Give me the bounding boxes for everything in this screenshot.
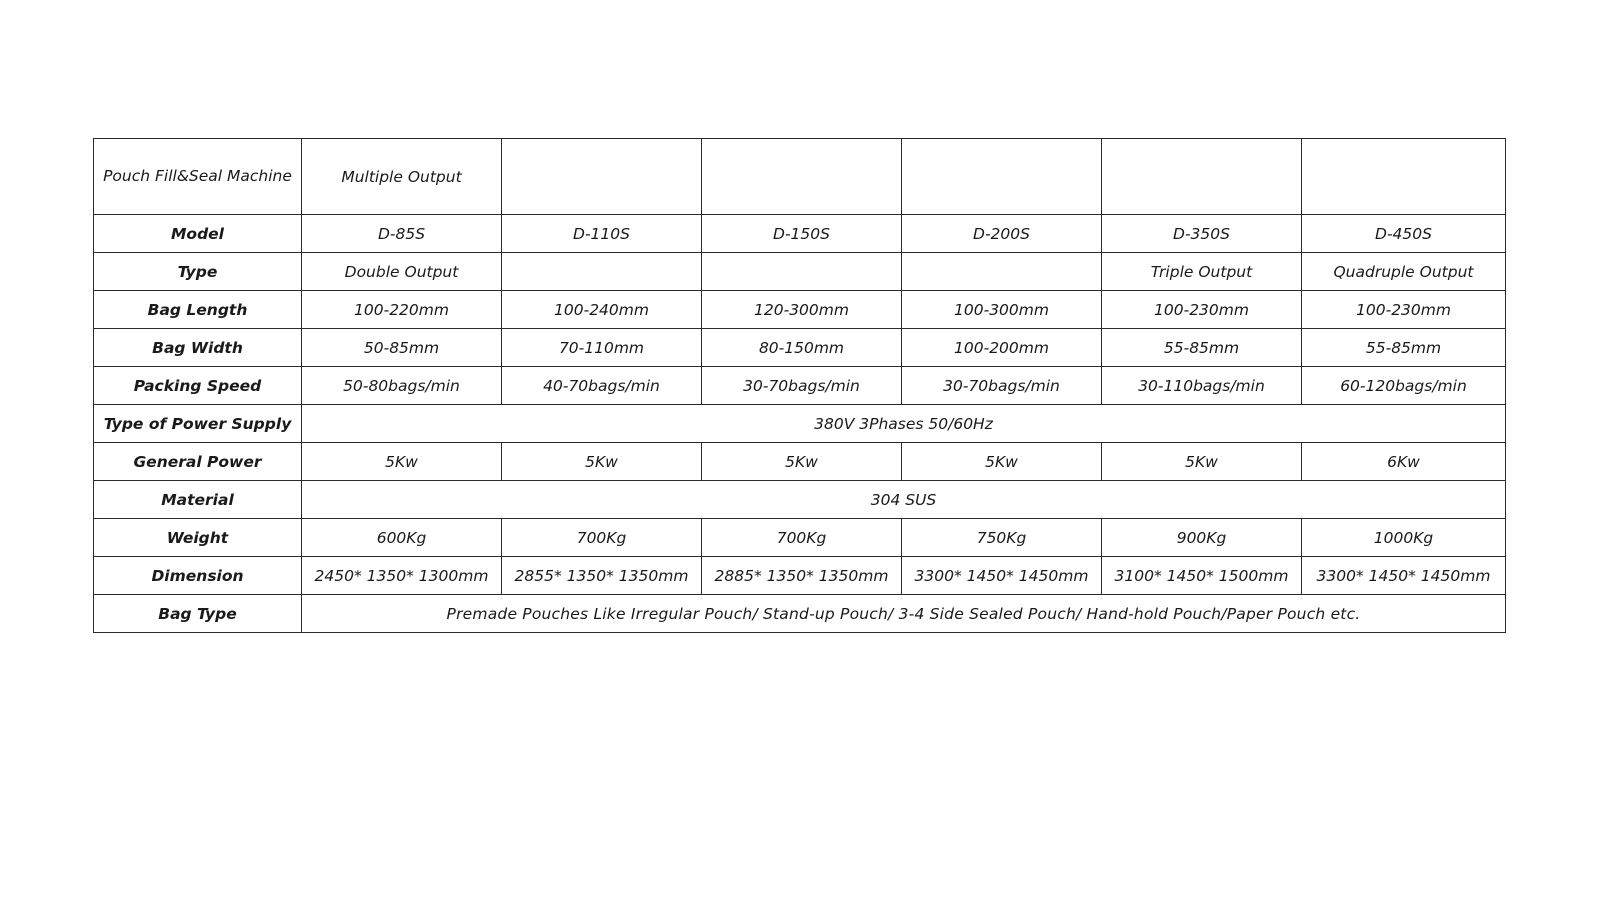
general-power-cell: 5Kw [502,443,702,481]
table-row-weight [94,519,1506,557]
bag-length-cell: 100-230mm [1102,291,1302,329]
material-cell: 304 SUS [302,481,1506,519]
title-cell-6 [1302,139,1506,215]
dimension-cell: 2450* 1350* 1300mm [302,557,502,595]
bag-length-cell: 100-240mm [502,291,702,329]
table-row-power-supply [94,405,1506,443]
weight-cell: 900Kg [1102,519,1302,557]
title-cell-5 [1102,139,1302,215]
table-row-general-power [94,443,1506,481]
table-row-bag-width [94,329,1506,367]
table-row-type [94,253,1506,291]
packing-speed-cell: 30-70bags/min [702,367,902,405]
table-row-bag-length [94,291,1506,329]
power-supply-cell: 380V 3Phases 50/60Hz [302,405,1506,443]
type-cell: Quadruple Output [1302,253,1506,291]
general-power-cell: 6Kw [1302,443,1506,481]
row-label-model: Model [94,215,302,253]
bag-length-cell: 100-220mm [302,291,502,329]
dimension-cell: 3300* 1450* 1450mm [902,557,1102,595]
bag-width-cell: 100-200mm [902,329,1102,367]
type-cell: Double Output [302,253,502,291]
table-row-model [94,215,1506,253]
dimension-cell: 3300* 1450* 1450mm [1302,557,1506,595]
row-label-material: Material [94,481,302,519]
row-label-power-supply: Type of Power Supply [94,405,302,443]
title-cell-3 [702,139,902,215]
general-power-cell: 5Kw [302,443,502,481]
row-label-packing-speed: Packing Speed [94,367,302,405]
dimension-cell: 3100* 1450* 1500mm [1102,557,1302,595]
weight-cell: 700Kg [702,519,902,557]
bag-length-cell: 120-300mm [702,291,902,329]
general-power-cell: 5Kw [702,443,902,481]
dimension-cell: 2855* 1350* 1350mm [502,557,702,595]
weight-cell: 750Kg [902,519,1102,557]
bag-width-cell: 55-85mm [1102,329,1302,367]
packing-speed-cell: 60-120bags/min [1302,367,1506,405]
table-row-material [94,481,1506,519]
model-cell: D-200S [902,215,1102,253]
model-cell: D-350S [1102,215,1302,253]
row-label-bag-type: Bag Type [94,595,302,633]
type-cell [702,253,902,291]
title-cell-4 [902,139,1102,215]
row-label-weight: Weight [94,519,302,557]
row-label-general-power: General Power [94,443,302,481]
packing-speed-cell: 50-80bags/min [302,367,502,405]
model-cell: D-150S [702,215,902,253]
table-row-title [94,139,1506,215]
packing-speed-cell: 30-70bags/min [902,367,1102,405]
bag-type-cell: Premade Pouches Like Irregular Pouch/ Stand-up Pouch/ 3-4 Side Sealed Pouch/ Hand-hold Pouch/Paper Pouch etc. [302,595,1506,633]
model-cell: D-85S [302,215,502,253]
type-cell [902,253,1102,291]
weight-cell: 1000Kg [1302,519,1506,557]
type-cell [502,253,702,291]
general-power-cell: 5Kw [902,443,1102,481]
general-power-cell: 5Kw [1102,443,1302,481]
weight-cell: 600Kg [302,519,502,557]
title-cell-2 [502,139,702,215]
bag-width-cell: 50-85mm [302,329,502,367]
weight-cell: 700Kg [502,519,702,557]
machine-title-cell: Pouch Fill&Seal Machine [94,139,302,215]
table-row-bag-type [94,595,1506,633]
dimension-cell: 2885* 1350* 1350mm [702,557,902,595]
bag-width-cell: 55-85mm [1302,329,1506,367]
bag-width-cell: 70-110mm [502,329,702,367]
table-row-packing-speed [94,367,1506,405]
row-label-type: Type [94,253,302,291]
bag-length-cell: 100-230mm [1302,291,1506,329]
packing-speed-cell: 40-70bags/min [502,367,702,405]
row-label-bag-width: Bag Width [94,329,302,367]
bag-width-cell: 80-150mm [702,329,902,367]
row-label-bag-length: Bag Length [94,291,302,329]
bag-length-cell: 100-300mm [902,291,1102,329]
table-row-dimension [94,557,1506,595]
model-cell: D-450S [1302,215,1506,253]
model-cell: D-110S [502,215,702,253]
packing-speed-cell: 30-110bags/min [1102,367,1302,405]
type-cell: Triple Output [1102,253,1302,291]
title-cell-1: Multiple Output [302,139,502,215]
row-label-dimension: Dimension [94,557,302,595]
spec-table [93,138,1506,633]
